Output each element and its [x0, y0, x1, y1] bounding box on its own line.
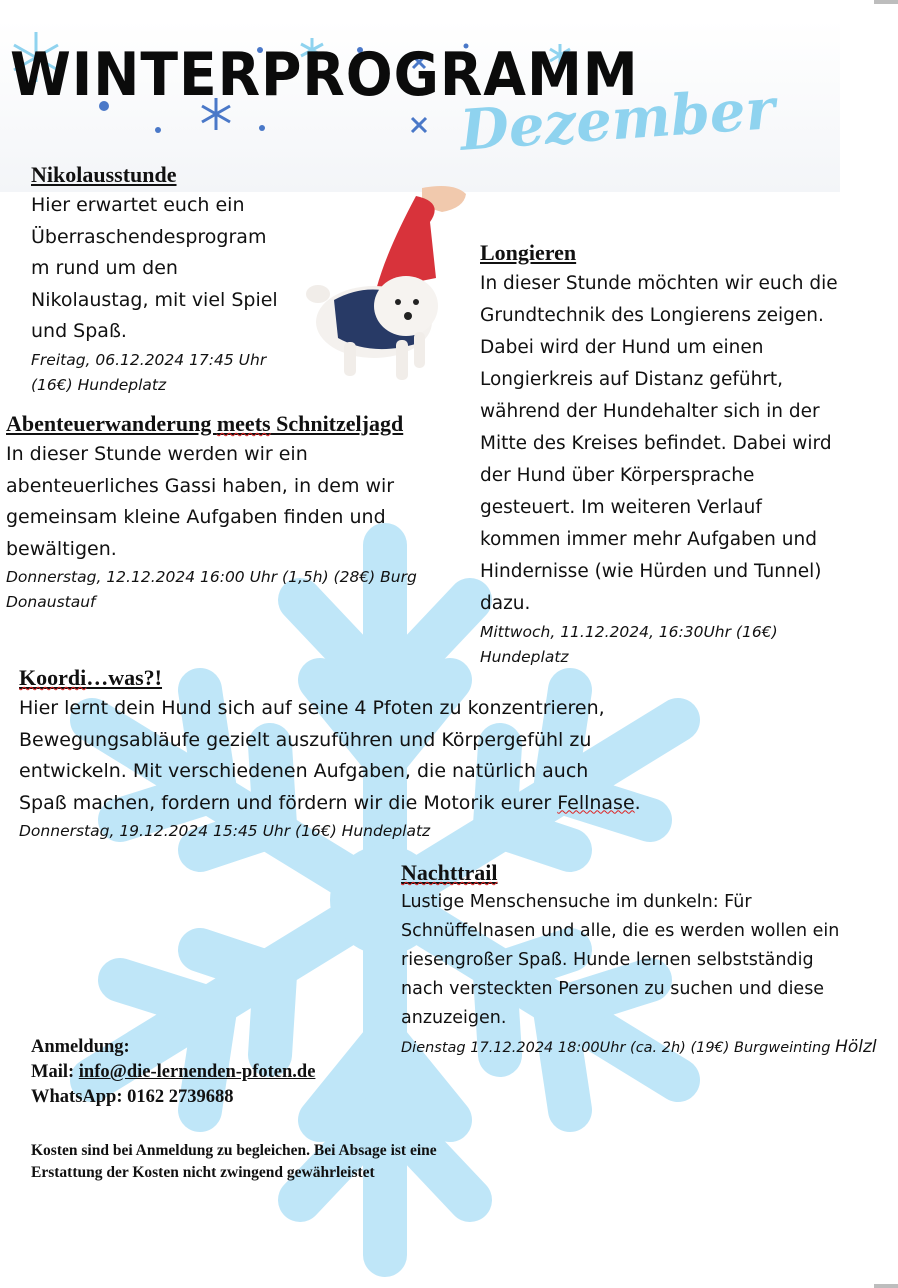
event-nikolaus-text	[31, 190, 321, 348]
text-line: gesteuert. Im weiteren Verlauf	[480, 497, 762, 518]
meta-line: Donaustauf	[6, 593, 96, 611]
event-nachttrail	[401, 860, 893, 1061]
text-line: entwickeln. Mit verschiedenen Aufgaben, die natürlich auch	[19, 760, 589, 782]
note-line: Kosten sind bei Anmeldung zu begleichen. Bei Absage ist eine	[31, 1142, 437, 1159]
text-line: riesengroßer Spaß. Hunde lernen selbstständig	[401, 950, 814, 970]
text-line: anzuzeigen.	[401, 1008, 507, 1028]
text-line: In dieser Stunde werden wir ein	[6, 443, 308, 465]
contact-heading: Anmeldung:	[31, 1037, 130, 1057]
event-abenteuer-text	[6, 439, 476, 565]
text-line: Hier erwartet euch ein	[31, 194, 245, 216]
event-abenteuer-heading	[6, 411, 476, 437]
text-line: nach versteckten Personen zu suchen und diese	[401, 979, 825, 999]
text-line: Bewegungsabläufe gezielt auszuführen und Körpergefühl zu	[19, 728, 592, 751]
meta-line: Dienstag 17.12.2024 18:00Uhr (ca. 2h) (19€) Burgweinting	[401, 1040, 831, 1056]
event-nikolaus-meta	[31, 348, 321, 398]
meta-line: Donnerstag, 12.12.2024 16:00 Uhr (1,5h) (28€) Burg	[6, 568, 417, 586]
event-koordi	[19, 665, 739, 844]
text-line: Hier lernt dein Hund sich auf seine 4 Pfoten zu konzentrieren,	[19, 697, 605, 719]
heading-part: Koordi	[19, 665, 87, 690]
contact-block	[31, 1035, 591, 1184]
text-line: Nikolaustag, mit viel Spiel	[31, 288, 278, 311]
page-subtitle: Dezember	[458, 76, 778, 164]
event-koordi-heading	[19, 665, 739, 691]
page-title: WINTERPROGRAMM	[10, 40, 639, 110]
text-line: abenteuerliches Gassi haben, in dem wir	[6, 474, 395, 497]
text-line: und Spaß.	[31, 320, 127, 342]
contact-mail	[31, 1060, 591, 1085]
event-longieren-heading: Longieren	[480, 240, 577, 265]
mail-label: Mail:	[31, 1062, 79, 1082]
contact-whatsapp: WhatsApp: 0162 2739688	[31, 1087, 234, 1107]
text-line: In dieser Stunde möchten wir euch die	[480, 273, 838, 294]
text-line: während der Hundehalter sich in der	[480, 401, 820, 422]
text-line: Hindernisse (wie Hürden und Tunnel)	[480, 561, 822, 582]
text-line: Lustige Menschensuche im dunkeln: Für	[401, 892, 752, 912]
text-line: dazu.	[480, 593, 531, 614]
heading-part: Nachttrail	[401, 860, 498, 885]
dog-photo	[304, 182, 470, 386]
meta-line: Hundeplatz	[480, 648, 569, 666]
event-longieren-meta	[480, 620, 892, 670]
text-line: Überraschendesprogram	[31, 225, 267, 248]
event-nikolaus-heading: Nikolausstunde	[31, 162, 177, 187]
heading-part: …was?!	[86, 665, 163, 690]
meta-line: (16€) Hundeplatz	[31, 375, 167, 394]
event-koordi-text	[19, 693, 739, 819]
text-line: Dabei wird der Hund um einen	[480, 337, 764, 358]
meta-line: Mittwoch, 11.12.2024, 16:30Uhr (16€)	[480, 623, 778, 641]
note-line: Erstattung der Kosten nicht zwingend gewährleistet	[31, 1164, 375, 1181]
text-part: Fellnase	[557, 791, 635, 814]
text-line	[19, 788, 739, 820]
event-nachttrail-heading	[401, 860, 893, 886]
page-corner-mark	[874, 1284, 898, 1288]
text-part: Spaß machen, fordern und fördern wir die Motorik eurer	[19, 791, 558, 814]
heading-part: Abenteuerwanderung	[6, 411, 217, 436]
event-longieren-text	[480, 268, 892, 620]
text-line: kommen immer mehr Aufgaben und	[480, 529, 817, 550]
mail-link[interactable]: info@die-lernenden-pfoten.de	[78, 1062, 316, 1082]
text-line: Schnüffelnasen und alle, die es werden wollen ein	[401, 921, 840, 941]
text-line: bewältigen.	[6, 537, 117, 560]
event-nikolaus	[31, 162, 321, 398]
text-line: Longierkreis auf Distanz geführt,	[480, 369, 784, 390]
text-part: .	[634, 791, 641, 814]
text-line: Grundtechnik des Longierens zeigen.	[480, 305, 824, 326]
meta-extra: Hölzl	[835, 1037, 877, 1057]
text-line: der Hund über Körpersprache	[480, 465, 755, 486]
heading-part: meets	[216, 411, 271, 436]
cost-note	[31, 1140, 591, 1184]
text-line: m rund um den	[31, 257, 178, 279]
event-abenteuer	[6, 411, 476, 615]
page-corner-mark	[874, 0, 898, 4]
event-nachttrail-text	[401, 888, 893, 1033]
meta-line: Freitag, 06.12.2024 17:45 Uhr	[31, 350, 267, 369]
text-line: Mitte des Kreises befindet. Dabei wird	[480, 433, 832, 454]
event-longieren	[480, 240, 892, 670]
event-abenteuer-meta	[6, 565, 476, 615]
heading-part: Schnitzeljagd	[270, 411, 404, 436]
text-line: gemeinsam kleine Aufgaben finden und	[6, 506, 386, 528]
event-koordi-meta: Donnerstag, 19.12.2024 15:45 Uhr (16€) Hundeplatz	[19, 822, 431, 840]
